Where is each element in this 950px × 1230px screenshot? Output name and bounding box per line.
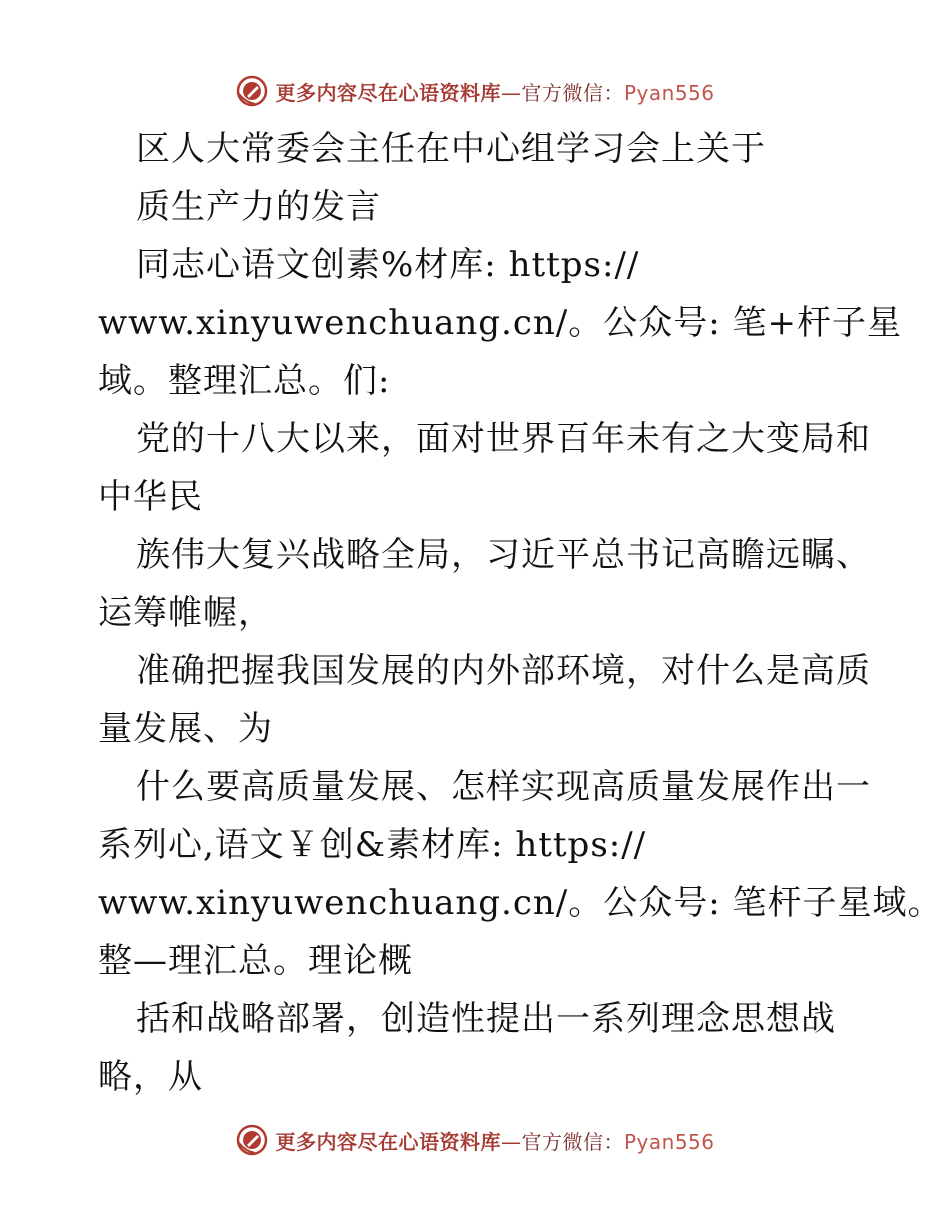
text-line: www.xinyuwenchuang.cn/。公众号: 笔+杆子星: [98, 303, 902, 343]
text-line: 同志心语文创素%材库: https://: [136, 245, 640, 285]
text-line: 系列心,语文￥创&素材库: https://: [98, 825, 647, 865]
text-line: 准确把握我国发展的内外部环境，对什么是高质: [136, 651, 871, 691]
watermark-contact-label: 官方微信：: [521, 1129, 624, 1154]
text-line: 整—理汇总。理论概: [98, 941, 413, 981]
watermark-brand: 更多内容尽在心语资料库: [275, 1129, 501, 1154]
text-line: 括和战略部署，创造性提出一系列理念思想战: [136, 999, 836, 1039]
watermark-footer: [0, 1120, 950, 1160]
watermark-separator: —: [500, 80, 522, 105]
watermark-contact-id: Pyan556: [623, 80, 715, 105]
watermark-separator: —: [500, 1129, 522, 1154]
text-line: 什么要高质量发展、怎样实现高质量发展作出一: [136, 767, 871, 807]
text-line: 区人大常委会主任在中心组学习会上关于: [136, 129, 766, 169]
seal-pen-icon: [235, 1123, 269, 1157]
watermark-brand: 更多内容尽在心语资料库: [275, 80, 501, 105]
watermark-header-top: [0, 71, 950, 111]
text-line: 中华民: [98, 477, 203, 517]
text-line: 党的十八大以来，面对世界百年未有之大变局和: [136, 419, 871, 459]
text-line: www.xinyuwenchuang.cn/。公众号: 笔杆子星域。: [98, 883, 943, 923]
text-line: 质生产力的发言: [136, 187, 381, 227]
watermark-contact-id: Pyan556: [623, 1129, 715, 1154]
text-line: 略，从: [98, 1057, 203, 1097]
text-line: 运筹帷幄，: [98, 593, 273, 633]
watermark-contact-label: 官方微信：: [521, 80, 624, 105]
watermark-text: [275, 1126, 714, 1155]
seal-pen-icon: [235, 74, 269, 108]
text-line: 量发展、为: [98, 709, 273, 749]
text-line: 域。整理汇总。们:: [98, 361, 391, 401]
document-body: [98, 120, 943, 1106]
watermark-text: [275, 77, 714, 106]
text-line: 族伟大复兴战略全局，习近平总书记高瞻远瞩、: [136, 535, 871, 575]
